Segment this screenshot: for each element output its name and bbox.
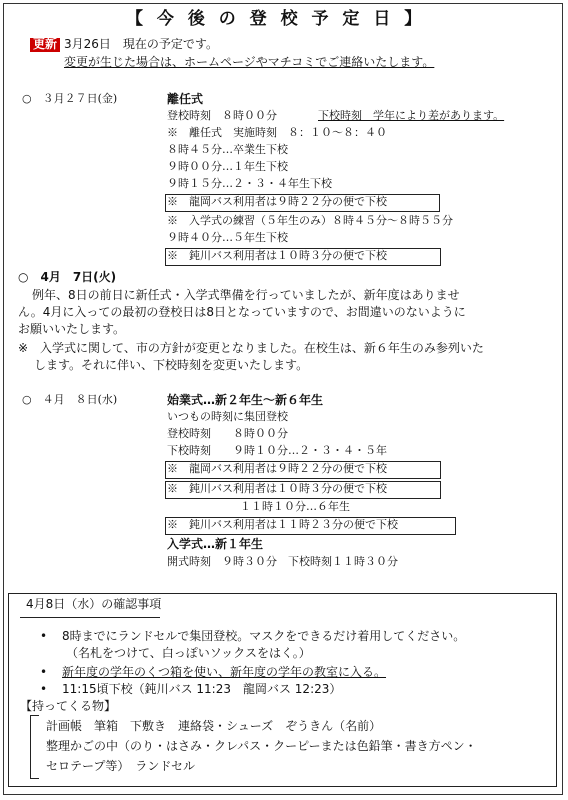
- paragraph-line-0407: お願いいたします。: [18, 322, 126, 336]
- confirm-bullet: 新年度の学年のくつ箱を使い、新年度の学年の教室に入る。: [62, 665, 387, 679]
- line-0408: ※ 龍岡バス利用者は９時２２分の便で下校: [167, 462, 387, 475]
- bring-bracket: [30, 715, 39, 779]
- paragraph-line-0407: ん。4月に入っての最初の登校日は8日となっていますので、お間違いのないように: [18, 305, 466, 319]
- line-0327: ※ 離任式 実施時刻 ８：１０～８：４０: [167, 126, 387, 139]
- entrance-times: 開式時刻 ９時３０分 下校時刻１１時３０分: [167, 555, 398, 568]
- bring-line: セロテープ等） ランドセル: [46, 759, 196, 773]
- line-0408: 下校時刻 ９時１０分…２・３・４・５年: [167, 444, 387, 457]
- confirm-bullet: 8時までにランドセルで集団登校。マスクをできるだけ着用してください。: [62, 629, 466, 643]
- confirm-bullet-continuation: （名札をつけて、白っぽいソックスをはく。）: [66, 646, 311, 660]
- line-0408: いつもの時刻に集団登校: [167, 410, 288, 423]
- line-0327: ９時００分…１年生下校: [167, 160, 288, 173]
- bullet-dot: •: [40, 682, 48, 696]
- line-0327: ※ 龍岡バス利用者は９時２２分の便で下校: [167, 195, 387, 208]
- line-0408: ※ 鈍川バス利用者は１１時２３分の便で下校: [167, 518, 398, 531]
- paragraph-line-0407: ※ 入学式に関して、市の方針が変更となりました。在校生は、新６年生のみ参列いた: [18, 341, 484, 355]
- page-title: 【 今 後 の 登 校 予 定 日 】: [126, 9, 426, 29]
- line-0408: １１時１０分…６年生: [240, 500, 350, 513]
- line-0327: ８時４５分…卒業生下校: [167, 143, 288, 156]
- heading-0408: 始業式…新２年生～新６年生: [167, 393, 324, 407]
- update-date-line: 3月26日 現在の予定です。: [64, 37, 218, 51]
- line-0408: 登校時刻 ８時００分: [167, 427, 288, 440]
- date-0327: ○ ３月２７日(金): [22, 92, 118, 105]
- update-badge: 更新: [30, 38, 60, 52]
- bullet-dot: •: [40, 665, 48, 679]
- update-notice-line: 変更が生じた場合は、ホームページやマチコミでご連絡いたします。: [64, 55, 435, 69]
- confirm-bullet: 11:15頃下校（鈍川バス 11:23 龍岡バス 12:23）: [62, 682, 342, 696]
- bring-line: 計画帳 筆箱 下敷き 連絡袋・シューズ ぞうきん（名前）: [46, 719, 382, 733]
- line-0327: ９時４０分…５年生下校: [167, 231, 288, 244]
- entrance-heading: 入学式…新１年生: [167, 537, 264, 551]
- line-0327: ９時１５分…２・３・４年生下校: [167, 177, 332, 190]
- arrival-time-0327: 登校時刻 ８時００分: [167, 109, 277, 122]
- paragraph-line-0407: します。それに伴い、下校時刻を変更いたします。: [34, 358, 309, 372]
- confirm-title: 4月8日（水）の確認事項: [26, 597, 162, 611]
- bullet-dot: •: [40, 629, 48, 643]
- line-0408: ※ 鈍川バス利用者は１０時３分の便で下校: [167, 482, 387, 495]
- dismiss-note-0327: 下校時刻 学年により差があります。: [318, 109, 505, 122]
- line-0327: ※ 鈍川バス利用者は１０時３分の便で下校: [167, 249, 387, 262]
- date-0407: ○ 4月 7日(火): [18, 270, 117, 284]
- paragraph-line-0407: 例年、8日の前日に新任式・入学式準備を行っていましたが、新年度はありませ: [32, 288, 460, 302]
- line-0327: ※ 入学式の練習（５年生のみ）８時４５分～８時５５分: [167, 214, 453, 227]
- bring-line: 整理かごの中（のり・はさみ・クレパス・クーピーまたは色鉛筆・書き方ペン・: [46, 739, 477, 753]
- heading-0327: 離任式: [167, 92, 204, 106]
- confirm-title-underline: [20, 617, 160, 618]
- bring-heading: 【持ってくる物】: [20, 699, 117, 713]
- date-0408: ○ ４月 ８日(水): [22, 393, 118, 406]
